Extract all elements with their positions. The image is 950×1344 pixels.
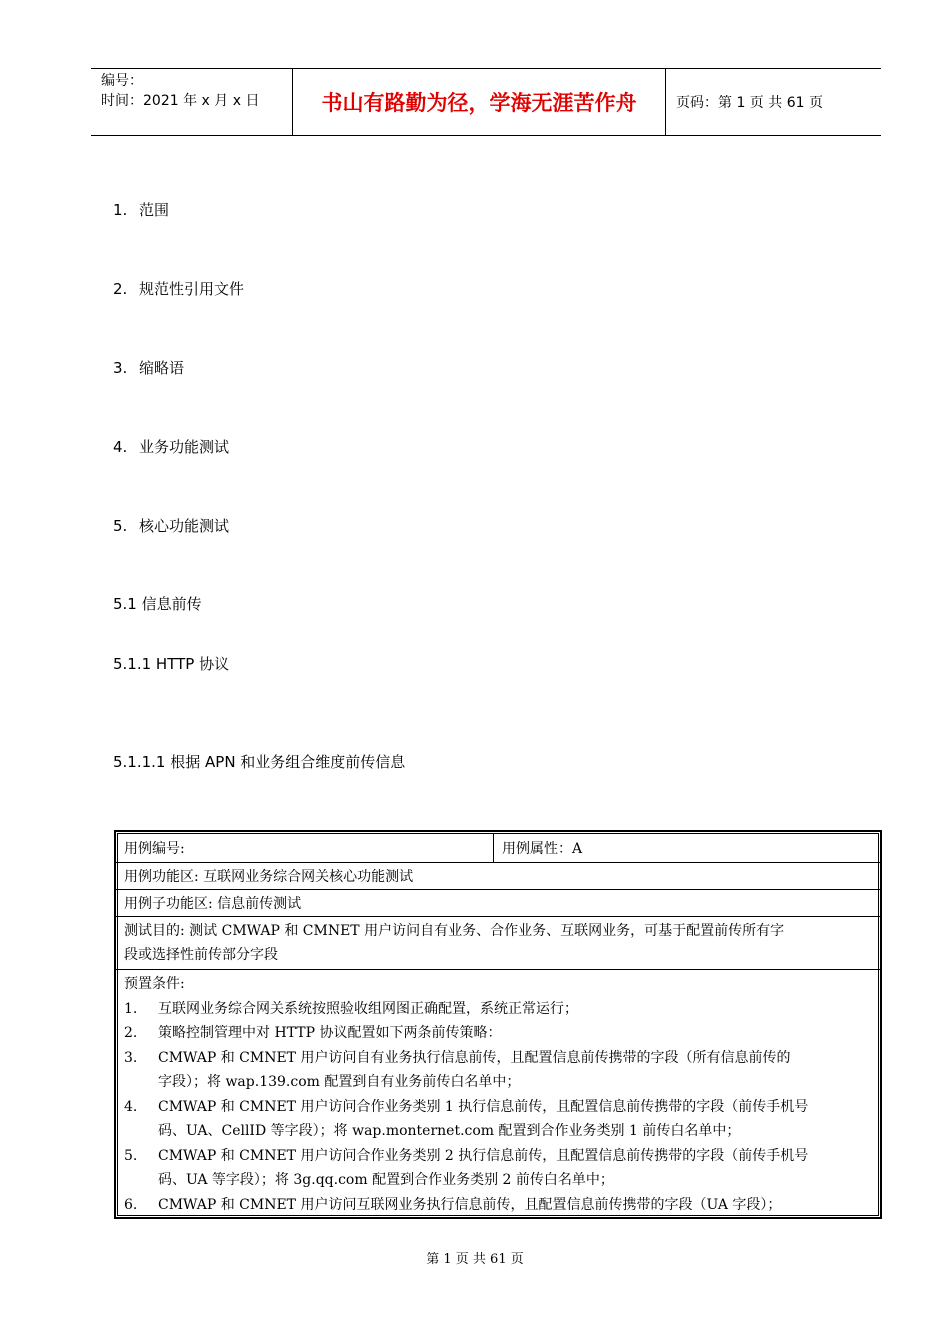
heading-3 — [113, 357, 184, 378]
heading-text: 范围 — [139, 201, 170, 219]
case-attr-label: 用例属性：A — [502, 841, 583, 857]
test-case-table — [114, 830, 882, 1219]
heading-text: 核心功能测试 — [139, 517, 230, 535]
heading-text: 规范性引用文件 — [139, 280, 245, 298]
page-footer: 第 1 页 共 61 页 — [426, 1252, 524, 1267]
doc-code-label: 编号： — [101, 73, 143, 89]
doc-time-label: 时间：2021 年 x 月 x 日 — [101, 93, 260, 109]
header-motto: 书山有路勤为径，学海无涯苦作舟 — [293, 69, 666, 135]
case-sub-area: 用例子功能区: 信息前传测试 — [124, 896, 302, 912]
case-area-row — [116, 863, 880, 890]
section-5-1-1: 5.1.1 HTTP 协议 — [113, 655, 230, 673]
case-id-label: 用例编号: — [116, 834, 494, 862]
test-case-body — [116, 832, 880, 1217]
precondition-item: 6. CMWAP 和 CMNET 用户访问互联网业务执行信息前传，且配置信息前传携带的字段（UA 字段）； — [124, 1196, 782, 1213]
case-purpose-line2: 段或选择性前传部分字段 — [124, 947, 278, 963]
header-page-info: 页码：第 1 页 共 61 页 — [676, 95, 823, 111]
case-id-row — [116, 834, 880, 863]
case-subarea-row — [116, 890, 880, 917]
precondition-item: 5. CMWAP 和 CMNET 用户访问合作业务类别 2 执行信息前传，且配置信息前传携带的字段（前传手机号 码、UA 等字段）；将 3g.qq.com 配置到合作业务类别 2 前传白名单中； — [124, 1147, 809, 1188]
precondition-title: 预置条件: — [124, 976, 185, 992]
heading-number: 3. — [113, 359, 128, 377]
heading-text: 缩略语 — [139, 359, 185, 377]
heading-number: 4. — [113, 438, 128, 456]
case-preconditions — [116, 970, 880, 1219]
case-purpose-line1: 测试目的: 测试 CMWAP 和 CMNET 用户访问自有业务、合作业务、互联网业务，可基于配置前传所有字 — [124, 923, 785, 939]
page-header — [91, 68, 881, 136]
precondition-item: 1. 互联网业务综合网关系统按照验收组网图正确配置，系统正常运行； — [124, 1000, 578, 1017]
heading-text: 业务功能测试 — [139, 438, 230, 456]
header-meta — [91, 69, 293, 135]
heading-number: 1. — [113, 201, 128, 219]
heading-5 — [113, 515, 229, 536]
heading-1 — [113, 199, 169, 220]
case-area: 用例功能区: 互联网业务综合网关核心功能测试 — [124, 869, 414, 885]
heading-number: 2. — [113, 280, 128, 298]
precondition-item: 3. CMWAP 和 CMNET 用户访问自有业务执行信息前传，且配置信息前传携带的字段（所有信息前传的 字段）；将 wap.139.com 配置到自有业务前传白名单中； — [124, 1049, 791, 1090]
precondition-item: 2. 策略控制管理中对 HTTP 协议配置如下两条前传策略： — [124, 1025, 502, 1041]
case-purpose-row — [116, 917, 880, 970]
heading-number: 5. — [113, 517, 128, 535]
heading-2 — [113, 278, 244, 299]
heading-4 — [113, 436, 229, 457]
section-5-1-1-1: 5.1.1.1 根据 APN 和业务组合维度前传信息 — [113, 753, 406, 771]
precondition-item: 4. CMWAP 和 CMNET 用户访问合作业务类别 1 执行信息前传，且配置信息前传携带的字段（前传手机号 码、UA、CellID 等字段）；将 wap.monternet.com 配置到合作业务类别 1 前传白名单中； — [124, 1098, 809, 1139]
section-5-1: 5.1 信息前传 — [113, 595, 202, 613]
